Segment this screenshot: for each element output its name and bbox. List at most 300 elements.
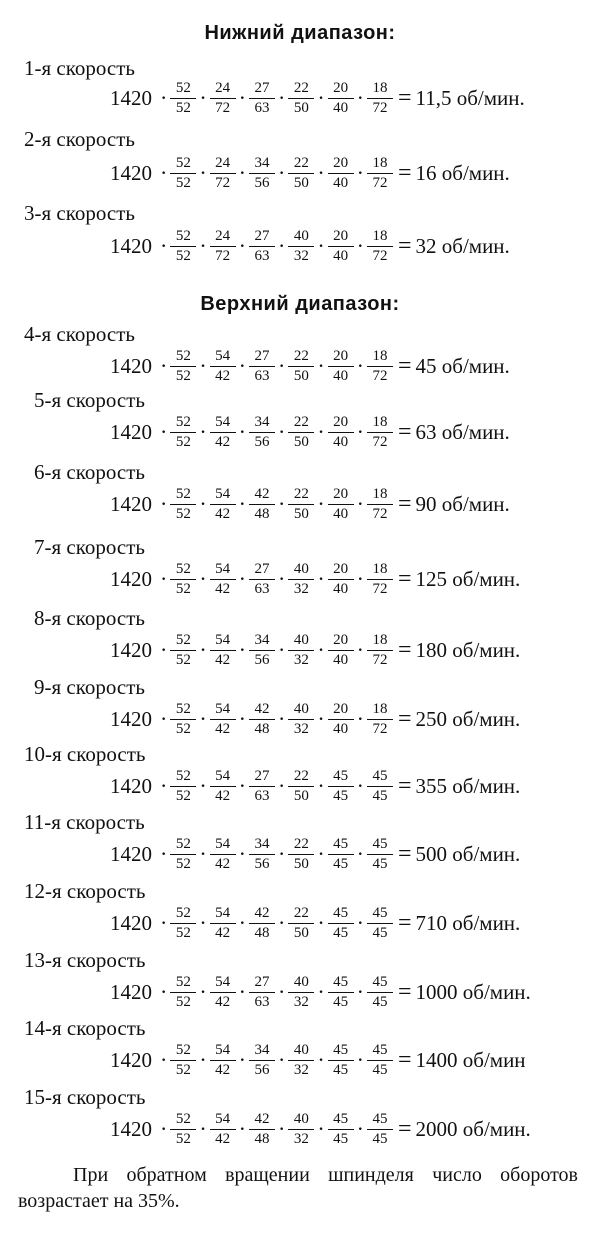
- gear-ratio: [210, 906, 236, 941]
- multiply-dot: ·: [317, 637, 325, 662]
- gear-ratio-denominator: 32: [293, 720, 309, 737]
- gear-ratio-numerator: 18: [367, 562, 393, 580]
- multiply-dot: ·: [317, 353, 325, 378]
- gear-ratio: [367, 1112, 393, 1147]
- gear-ratio-denominator: 63: [254, 787, 270, 804]
- gear-ratio-denominator: 45: [372, 787, 388, 804]
- multiply-dot: ·: [199, 637, 207, 662]
- multiply-dot: ·: [199, 1047, 207, 1072]
- multiply-dot: ·: [238, 910, 246, 935]
- multiply-dot: ·: [160, 85, 168, 110]
- gear-ratio: [367, 487, 393, 522]
- gear-ratio: [170, 837, 196, 872]
- gear-ratio-numerator: 54: [210, 702, 236, 720]
- gear-ratio-numerator: 40: [288, 702, 314, 720]
- gear-ratio-numerator: 20: [328, 349, 354, 367]
- gear-ratio: [210, 349, 236, 384]
- speed-label: 9-я скорость: [34, 675, 145, 699]
- gear-ratio-denominator: 50: [293, 174, 309, 191]
- gear-ratio: [249, 415, 275, 450]
- gear-ratio: [170, 349, 196, 384]
- gear-ratio-numerator: 54: [210, 1043, 236, 1061]
- gear-ratio: [367, 702, 393, 737]
- gear-ratio-denominator: 72: [372, 580, 388, 597]
- gear-ratio-numerator: 42: [249, 1112, 275, 1130]
- gear-ratio: [210, 633, 236, 668]
- gear-ratio-denominator: 32: [293, 580, 309, 597]
- gear-ratio: [367, 837, 393, 872]
- gear-ratio-denominator: 52: [175, 580, 191, 597]
- gear-ratio: [367, 156, 393, 191]
- speed-label: 14-я скорость: [24, 1016, 146, 1040]
- gear-ratio-numerator: 52: [170, 633, 196, 651]
- gear-ratio-numerator: 20: [328, 562, 354, 580]
- speed-formula: [110, 971, 531, 1013]
- gear-ratio: [170, 562, 196, 597]
- gear-ratio-denominator: 32: [293, 1130, 309, 1147]
- gear-ratio-denominator: 56: [254, 855, 270, 872]
- speed-label: 11-я скорость: [24, 810, 145, 834]
- gear-ratio-numerator: 52: [170, 229, 196, 247]
- gear-ratio: [210, 1112, 236, 1147]
- multiply-dot: ·: [238, 419, 246, 444]
- gear-ratio-denominator: 48: [254, 1130, 270, 1147]
- speed-formula: [110, 629, 520, 671]
- multiply-dot: ·: [317, 566, 325, 591]
- multiply-dot: ·: [160, 233, 168, 258]
- gear-ratio-numerator: 34: [249, 633, 275, 651]
- multiply-dot: ·: [356, 1116, 364, 1141]
- gear-ratio-denominator: 52: [175, 651, 191, 668]
- reverse-rotation-note: При обратном вращении шпинделя число оборотов возрастает на 35%.: [18, 1164, 578, 1212]
- gear-ratio: [328, 837, 354, 872]
- gear-ratio: [328, 702, 354, 737]
- gear-ratio: [249, 633, 275, 668]
- spindle-speed-result: 11,5 об/мин.: [415, 85, 525, 110]
- multiply-dot: ·: [160, 353, 168, 378]
- gear-ratio-numerator: 52: [170, 415, 196, 433]
- gear-ratio: [288, 769, 314, 804]
- motor-rpm: 1420: [110, 353, 152, 378]
- multiply-dot: ·: [238, 233, 246, 258]
- multiply-dot: ·: [238, 85, 246, 110]
- gear-ratio: [249, 906, 275, 941]
- gear-ratio-denominator: 42: [215, 855, 231, 872]
- gear-ratio-numerator: 22: [288, 906, 314, 924]
- motor-rpm: 1420: [110, 773, 152, 798]
- gear-ratio-denominator: 40: [333, 367, 349, 384]
- gear-ratio: [288, 229, 314, 264]
- gear-ratio: [367, 229, 393, 264]
- motor-rpm: 1420: [110, 491, 152, 516]
- gear-ratio-numerator: 45: [328, 906, 354, 924]
- multiply-dot: ·: [277, 979, 286, 1004]
- multiply-dot: ·: [317, 773, 325, 798]
- multiply-dot: ·: [160, 841, 168, 866]
- speed-label: 10-я скорость: [24, 742, 146, 766]
- speed-formula: [110, 77, 525, 119]
- gear-ratio: [328, 487, 354, 522]
- gear-ratio-denominator: 52: [175, 993, 191, 1010]
- gear-ratio-numerator: 18: [367, 349, 393, 367]
- multiply-dot: ·: [199, 566, 207, 591]
- gear-ratio: [170, 906, 196, 941]
- gear-ratio: [210, 975, 236, 1010]
- gear-ratio-numerator: 52: [170, 156, 196, 174]
- gear-ratio-denominator: 72: [372, 720, 388, 737]
- gear-ratio-numerator: 45: [328, 975, 354, 993]
- gear-ratio-denominator: 45: [333, 1130, 349, 1147]
- multiply-dot: ·: [277, 491, 286, 516]
- gear-ratio: [328, 769, 354, 804]
- speed-label: 2-я скорость: [24, 127, 135, 151]
- gear-ratio-denominator: 45: [372, 993, 388, 1010]
- speed-formula: [110, 698, 520, 740]
- gear-ratio-numerator: 22: [288, 81, 314, 99]
- gear-ratio-denominator: 52: [175, 505, 191, 522]
- multiply-dot: ·: [277, 773, 286, 798]
- multiply-dot: ·: [356, 910, 364, 935]
- motor-rpm: 1420: [110, 706, 152, 731]
- gear-ratio-denominator: 63: [254, 993, 270, 1010]
- multiply-dot: ·: [160, 1116, 168, 1141]
- spindle-speed-result: 32 об/мин.: [415, 233, 510, 258]
- spindle-speed-result: 16 об/мин.: [415, 160, 510, 185]
- gear-ratio: [249, 349, 275, 384]
- equals-sign: =: [397, 772, 412, 799]
- gear-ratio-denominator: 63: [254, 99, 270, 116]
- multiply-dot: ·: [238, 1116, 246, 1141]
- multiply-dot: ·: [317, 85, 325, 110]
- gear-ratio: [288, 837, 314, 872]
- gear-ratio-numerator: 18: [367, 229, 393, 247]
- gear-ratio-numerator: 34: [249, 1043, 275, 1061]
- gear-ratio-denominator: 63: [254, 247, 270, 264]
- gear-ratio-denominator: 42: [215, 787, 231, 804]
- multiply-dot: ·: [238, 491, 246, 516]
- multiply-dot: ·: [199, 910, 207, 935]
- multiply-dot: ·: [277, 566, 286, 591]
- gear-ratio-numerator: 54: [210, 487, 236, 505]
- gear-ratio-denominator: 42: [215, 924, 231, 941]
- gear-ratio-numerator: 18: [367, 81, 393, 99]
- gear-ratio-denominator: 40: [333, 720, 349, 737]
- equals-sign: =: [397, 84, 412, 111]
- motor-rpm: 1420: [110, 1047, 152, 1072]
- gear-ratio: [249, 837, 275, 872]
- motor-rpm: 1420: [110, 85, 152, 110]
- multiply-dot: ·: [277, 637, 286, 662]
- gear-ratio: [170, 769, 196, 804]
- multiply-dot: ·: [199, 979, 207, 1004]
- gear-ratio-numerator: 42: [249, 906, 275, 924]
- multiply-dot: ·: [317, 979, 325, 1004]
- gear-ratio-numerator: 54: [210, 1112, 236, 1130]
- gear-ratio: [170, 702, 196, 737]
- gear-ratio-numerator: 52: [170, 349, 196, 367]
- gear-ratio-numerator: 42: [249, 487, 275, 505]
- gear-ratio-denominator: 45: [333, 993, 349, 1010]
- gear-ratio-denominator: 52: [175, 367, 191, 384]
- gear-ratio-numerator: 45: [367, 769, 393, 787]
- speed-label: 5-я скорость: [34, 388, 145, 412]
- gear-ratio-denominator: 72: [372, 247, 388, 264]
- motor-rpm: 1420: [110, 566, 152, 591]
- gear-ratio: [249, 562, 275, 597]
- speed-formula: [110, 558, 520, 600]
- gear-ratio-denominator: 50: [293, 99, 309, 116]
- gear-ratio-numerator: 52: [170, 487, 196, 505]
- speed-label: 15-я скорость: [24, 1085, 146, 1109]
- gear-ratio-numerator: 54: [210, 769, 236, 787]
- gear-ratio: [210, 1043, 236, 1078]
- motor-rpm: 1420: [110, 419, 152, 444]
- gear-ratio-denominator: 56: [254, 174, 270, 191]
- gear-ratio-denominator: 42: [215, 651, 231, 668]
- gear-ratio-denominator: 48: [254, 505, 270, 522]
- gear-ratio-numerator: 18: [367, 487, 393, 505]
- gear-ratio-numerator: 34: [249, 156, 275, 174]
- multiply-dot: ·: [238, 566, 246, 591]
- gear-ratio: [288, 975, 314, 1010]
- equals-sign: =: [397, 418, 412, 445]
- gear-ratio-denominator: 52: [175, 247, 191, 264]
- gear-ratio-denominator: 40: [333, 580, 349, 597]
- gear-ratio: [367, 415, 393, 450]
- multiply-dot: ·: [238, 773, 246, 798]
- gear-ratio-numerator: 52: [170, 906, 196, 924]
- gear-ratio: [288, 81, 314, 116]
- gear-ratio: [328, 633, 354, 668]
- speed-formula: [110, 411, 510, 453]
- gear-ratio-numerator: 54: [210, 562, 236, 580]
- multiply-dot: ·: [356, 979, 364, 1004]
- multiply-dot: ·: [356, 773, 364, 798]
- gear-ratio-numerator: 45: [367, 837, 393, 855]
- gear-ratio-numerator: 20: [328, 415, 354, 433]
- multiply-dot: ·: [356, 637, 364, 662]
- gear-ratio: [328, 975, 354, 1010]
- multiply-dot: ·: [160, 491, 168, 516]
- gear-ratio-denominator: 52: [175, 99, 191, 116]
- gear-ratio-denominator: 72: [215, 247, 231, 264]
- gear-ratio-numerator: 22: [288, 156, 314, 174]
- gear-ratio-denominator: 40: [333, 174, 349, 191]
- multiply-dot: ·: [277, 419, 286, 444]
- gear-ratio-numerator: 45: [328, 1112, 354, 1130]
- multiply-dot: ·: [277, 706, 286, 731]
- equals-sign: =: [397, 565, 412, 592]
- gear-ratio-denominator: 45: [333, 855, 349, 872]
- gear-ratio-denominator: 45: [333, 1061, 349, 1078]
- gear-ratio: [210, 562, 236, 597]
- gear-ratio-numerator: 27: [249, 81, 275, 99]
- gear-ratio: [170, 633, 196, 668]
- multiply-dot: ·: [238, 637, 246, 662]
- multiply-dot: ·: [356, 706, 364, 731]
- gear-ratio: [328, 229, 354, 264]
- gear-ratio: [170, 229, 196, 264]
- gear-ratio-denominator: 42: [215, 580, 231, 597]
- equals-sign: =: [397, 1115, 412, 1142]
- speed-label: 12-я скорость: [24, 879, 146, 903]
- speed-label: 6-я скорость: [34, 460, 145, 484]
- motor-rpm: 1420: [110, 841, 152, 866]
- gear-ratio-numerator: 24: [210, 229, 236, 247]
- gear-ratio: [210, 81, 236, 116]
- spindle-speed-result: 63 об/мин.: [415, 419, 510, 444]
- gear-ratio-numerator: 45: [328, 769, 354, 787]
- gear-ratio-numerator: 27: [249, 562, 275, 580]
- multiply-dot: ·: [199, 85, 207, 110]
- gear-ratio-numerator: 45: [328, 837, 354, 855]
- gear-ratio: [210, 837, 236, 872]
- gear-ratio: [288, 156, 314, 191]
- gear-ratio: [249, 769, 275, 804]
- gear-ratio-numerator: 22: [288, 487, 314, 505]
- gear-ratio-numerator: 34: [249, 415, 275, 433]
- spindle-speed-result: 1000 об/мин.: [415, 979, 531, 1004]
- gear-ratio: [288, 415, 314, 450]
- gear-ratio-numerator: 22: [288, 769, 314, 787]
- speed-label: 1-я скорость: [24, 56, 135, 80]
- gear-ratio-numerator: 24: [210, 81, 236, 99]
- spindle-speed-result: 710 об/мин.: [415, 910, 521, 935]
- gear-ratio-numerator: 42: [249, 702, 275, 720]
- gear-ratio-denominator: 72: [372, 174, 388, 191]
- gear-ratio: [210, 702, 236, 737]
- multiply-dot: ·: [356, 1047, 364, 1072]
- gear-ratio-numerator: 40: [288, 562, 314, 580]
- multiply-dot: ·: [199, 353, 207, 378]
- multiply-dot: ·: [160, 160, 168, 185]
- gear-ratio-numerator: 45: [367, 975, 393, 993]
- gear-ratio-denominator: 72: [372, 99, 388, 116]
- gear-ratio-denominator: 50: [293, 855, 309, 872]
- gear-ratio-numerator: 27: [249, 769, 275, 787]
- gear-ratio-numerator: 52: [170, 1043, 196, 1061]
- gear-ratio-numerator: 20: [328, 229, 354, 247]
- gear-ratio: [249, 975, 275, 1010]
- spindle-speed-result: 2000 об/мин.: [415, 1116, 531, 1141]
- gear-ratio: [367, 633, 393, 668]
- equals-sign: =: [397, 232, 412, 259]
- multiply-dot: ·: [277, 85, 286, 110]
- multiply-dot: ·: [277, 910, 286, 935]
- gear-ratio: [210, 769, 236, 804]
- gear-ratio-numerator: 27: [249, 229, 275, 247]
- gear-ratio-numerator: 40: [288, 229, 314, 247]
- gear-ratio: [288, 702, 314, 737]
- speed-label: 3-я скорость: [24, 201, 135, 225]
- equals-sign: =: [397, 636, 412, 663]
- equals-sign: =: [397, 352, 412, 379]
- multiply-dot: ·: [238, 706, 246, 731]
- spindle-speed-result: 180 об/мин.: [415, 637, 521, 662]
- gear-ratio-denominator: 42: [215, 505, 231, 522]
- gear-ratio-denominator: 52: [175, 1130, 191, 1147]
- equals-sign: =: [397, 159, 412, 186]
- gear-ratio: [367, 906, 393, 941]
- motor-rpm: 1420: [110, 160, 152, 185]
- gear-ratio-denominator: 72: [372, 505, 388, 522]
- gear-ratio-denominator: 50: [293, 433, 309, 450]
- gear-ratio: [288, 349, 314, 384]
- speed-label: 4-я скорость: [24, 322, 135, 346]
- gear-ratio: [249, 229, 275, 264]
- gear-ratio-denominator: 52: [175, 924, 191, 941]
- motor-rpm: 1420: [110, 637, 152, 662]
- multiply-dot: ·: [199, 773, 207, 798]
- multiply-dot: ·: [277, 353, 286, 378]
- gear-ratio-denominator: 40: [333, 247, 349, 264]
- multiply-dot: ·: [356, 233, 364, 258]
- gear-ratio-denominator: 52: [175, 174, 191, 191]
- motor-rpm: 1420: [110, 979, 152, 1004]
- gear-ratio: [288, 1043, 314, 1078]
- gear-ratio-denominator: 45: [372, 855, 388, 872]
- gear-ratio-denominator: 50: [293, 924, 309, 941]
- gear-ratio-denominator: 42: [215, 720, 231, 737]
- gear-ratio-numerator: 52: [170, 769, 196, 787]
- equals-sign: =: [397, 705, 412, 732]
- multiply-dot: ·: [238, 1047, 246, 1072]
- gear-ratio-denominator: 32: [293, 993, 309, 1010]
- multiply-dot: ·: [160, 773, 168, 798]
- gear-ratio-numerator: 54: [210, 975, 236, 993]
- speed-formula: [110, 152, 510, 194]
- gear-ratio: [328, 156, 354, 191]
- gear-ratio-numerator: 27: [249, 975, 275, 993]
- gear-ratio-numerator: 54: [210, 906, 236, 924]
- multiply-dot: ·: [238, 353, 246, 378]
- gear-ratio-denominator: 45: [333, 924, 349, 941]
- speed-label: 8-я скорость: [34, 606, 145, 630]
- multiply-dot: ·: [199, 491, 207, 516]
- gear-ratio: [170, 415, 196, 450]
- gear-ratio-denominator: 72: [215, 174, 231, 191]
- gear-ratio: [210, 487, 236, 522]
- gear-ratio-numerator: 45: [367, 1112, 393, 1130]
- gear-ratio: [367, 349, 393, 384]
- gear-ratio-numerator: 20: [328, 633, 354, 651]
- gear-ratio: [367, 769, 393, 804]
- spindle-speed-result: 125 об/мин.: [415, 566, 521, 591]
- motor-rpm: 1420: [110, 910, 152, 935]
- gear-ratio-denominator: 48: [254, 924, 270, 941]
- gear-ratio-denominator: 63: [254, 367, 270, 384]
- speed-formula: [110, 345, 510, 387]
- gear-ratio-denominator: 52: [175, 855, 191, 872]
- gear-ratio-numerator: 40: [288, 1043, 314, 1061]
- gear-ratio: [210, 229, 236, 264]
- equals-sign: =: [397, 490, 412, 517]
- gear-ratio-numerator: 40: [288, 633, 314, 651]
- multiply-dot: ·: [199, 160, 207, 185]
- gear-ratio-numerator: 24: [210, 156, 236, 174]
- gear-ratio: [210, 156, 236, 191]
- multiply-dot: ·: [160, 706, 168, 731]
- spindle-speed-result: 500 об/мин.: [415, 841, 521, 866]
- gear-ratio: [288, 906, 314, 941]
- gear-ratio: [170, 1043, 196, 1078]
- gear-ratio-numerator: 18: [367, 633, 393, 651]
- multiply-dot: ·: [160, 979, 168, 1004]
- gear-ratio: [249, 702, 275, 737]
- gear-ratio-denominator: 40: [333, 505, 349, 522]
- multiply-dot: ·: [160, 1047, 168, 1072]
- multiply-dot: ·: [199, 841, 207, 866]
